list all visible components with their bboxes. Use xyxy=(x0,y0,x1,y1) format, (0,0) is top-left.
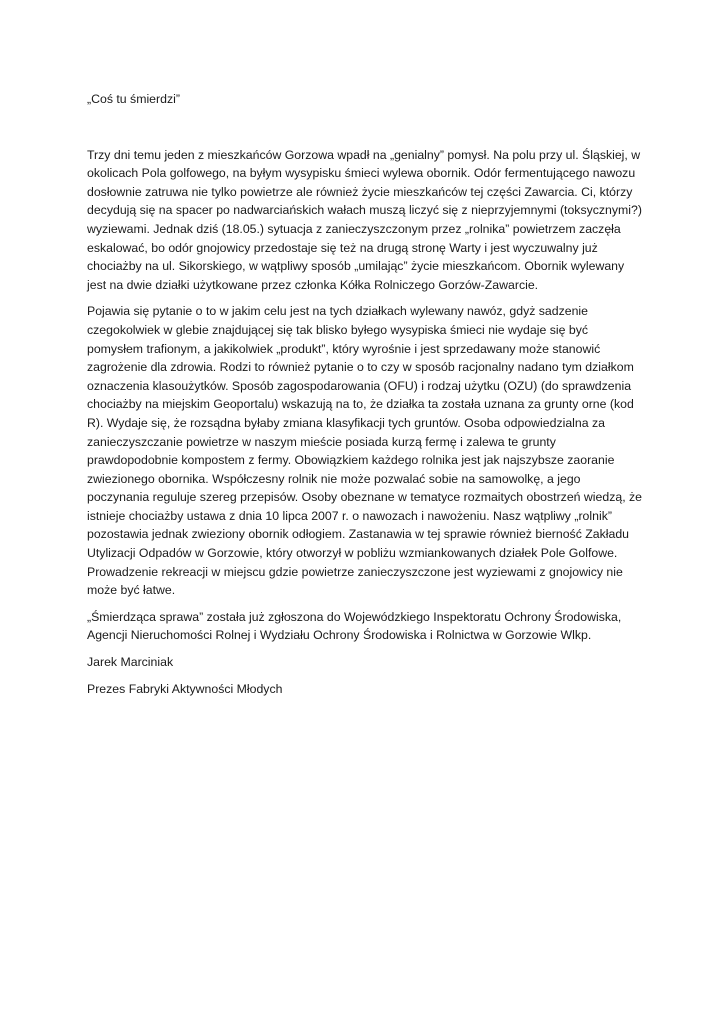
paragraph-line: decydują się na spacer po nadwarciańskich wałach muszą liczyć się z nieprzyjemnymi (toksycznymi?) xyxy=(87,203,642,218)
paragraph-line: może być łatwe. xyxy=(87,583,176,598)
paragraph-line: jest na dwie działki użytkowane przez członka Kółka Rolniczego Gorzów-Zawarcie. xyxy=(87,277,539,292)
paragraph-line: dosłownie zatruwa nie tylko powietrze ale również życie mieszkańców tej części Zawarcia. Ci, którzy xyxy=(87,184,633,199)
paragraph-1 xyxy=(87,146,647,295)
paragraph-line: chociażby na ul. Sikorskiego, w wątpliwy sposób „umilając” życie mieszkańcom. Obornik wylewany xyxy=(87,259,625,274)
paragraph-line: chociażby na miejskim Geoportalu) wskazują na to, że działka ta została uznana za grunty orne (kod xyxy=(87,397,634,412)
signature-role: Prezes Fabryki Aktywności Młodych xyxy=(87,681,283,696)
paragraph-line: poczynania reguluje szereg przepisów. Osoby obeznane w tematyce rozmaitych obostrzeń wiedzą, że xyxy=(87,490,643,505)
paragraph-line: R). Wydaje się, że rozsądna byłaby zmiana klasyfikacji tych gruntów. Osoba odpowiedzialna za xyxy=(87,415,605,430)
paragraph-line: Pojawia się pytanie o to w jakim celu jest na tych działkach wylewany nawóz, gdyż sadzenie xyxy=(87,304,589,319)
paragraph-line: oznaczenia klasoużytków. Sposób zagospodarowania (OFU) i rodzaj użytku (OZU) (do sprawdzenia xyxy=(87,378,632,393)
paragraph-line: zanieczyszczanie powietrze w naszym mieście posiada kurzą fermę i zalewa te grunty xyxy=(87,434,556,449)
paragraph-line: okolicach Pola golfowego, na byłym wysypisku śmieci wylewa obornik. Odór fermentującego nawozu xyxy=(87,166,636,181)
paragraph-line: czegokolwiek w glebie znajdującej się tak blisko byłego wysypiska śmieci nie wydaje się być xyxy=(87,322,588,337)
paragraph-line: „Śmierdząca sprawa” została już zgłoszona do Wojewódzkiego Inspektoratu Ochrony Środowiska, xyxy=(87,609,622,624)
paragraph-line: pomysłem trafionym, a jakikolwiek „produkt”, który wyrośnie i jest sprzedawany może stanowić xyxy=(87,341,601,356)
paragraph-line: zagrożenie dla zdrowia. Rodzi to również pytanie o to czy w sposób racjonalny nadano tym działkom xyxy=(87,360,634,375)
paragraph-line: Agencji Nieruchomości Rolnej i Wydziału Ochrony Środowiska i Rolnictwa w Gorzowie Wlkp. xyxy=(87,628,592,643)
paragraph-line: pozostawia jednak zwieziony obornik odłogiem. Zastanawia w tej sprawie również bierność Zakładu xyxy=(87,527,630,542)
paragraph-line: Utylizacji Odpadów w Gorzowie, który otworzył w pobliżu wzmiankowanych działek Pole Golfowe. xyxy=(87,546,618,561)
paragraph-line: Trzy dni temu jeden z mieszkańców Gorzowa wpadł na „genialny” pomysł. Na polu przy ul. Śląskiej, w xyxy=(87,147,641,162)
paragraph-line: prawdopodobnie kompostem z fermy. Obowiązkiem każdego rolnika jest jak najszybsze zaoranie xyxy=(87,453,615,468)
paragraph-line: eskalować, bo odór gnojowicy przedostaje się też na drugą stronę Warty i jest wyczuwalny już xyxy=(87,240,598,255)
paragraph-line: Prowadzenie rekreacji w miejscu gdzie powietrze zanieczyszczone jest wyziewami z gnojowicy nie xyxy=(87,564,623,579)
document-title: „Coś tu śmierdzi” xyxy=(87,92,180,106)
signature-name: Jarek Marciniak xyxy=(87,655,174,670)
paragraph-2 xyxy=(87,302,647,600)
paragraph-line: zwiezionego obornika. Współczesny rolnik nie może pozwalać sobie na samowolkę, a jego xyxy=(87,471,581,486)
paragraph-3 xyxy=(87,608,647,645)
document-body xyxy=(87,90,647,706)
paragraph-line: istnieje chociażby ustawa z dnia 10 lipca 2007 r. o nawozach i nawożeniu. Nasz wątpliwy „rolnik” xyxy=(87,508,612,523)
paragraph-line: wyziewami. Jednak dziś (18.05.) sytuacja z zanieczyszczonym przez „rolnika” powietrzem zaczęła xyxy=(87,221,621,236)
